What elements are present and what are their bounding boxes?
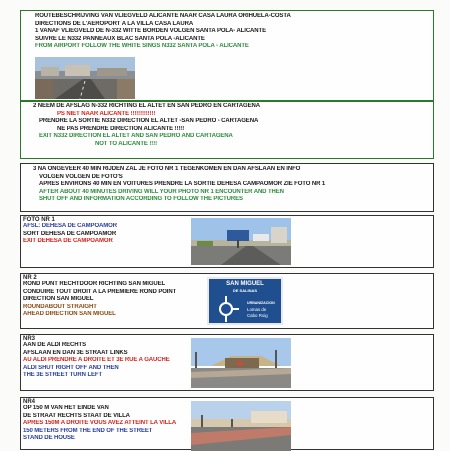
step1-nl: 1 VANAF VLIEGVELD DE N-332 WITTE BORDEN VOLGEN SANTA POLA- ALICANTE xyxy=(35,28,266,35)
foto3-en: ALDI SHUT RIGHT OFF AND THEN xyxy=(23,364,119,371)
step3-en: AFTER ABOUT 40 MINUTES DRIVING WILL YOUR PHOTO NR 1 ENCOUNTER AND THEN xyxy=(39,188,284,195)
foto4-en: 150 METERS FROM THE END OF THE STREET xyxy=(23,427,153,434)
foto4-fr: APRES 150M A DROITE VOUS AVEZ ATTEINT LA VILLA xyxy=(23,420,177,427)
sign-dest2: Lomas de xyxy=(247,307,267,312)
step2-nl-warning: PS NIET NAAR ALICANTE !!!!!!!!!!!!! xyxy=(57,110,156,117)
airport-road-photo xyxy=(35,57,135,99)
block-foto-1 xyxy=(20,215,434,268)
top-cropped-line xyxy=(18,0,338,5)
foto1-highway-photo xyxy=(191,218,291,265)
block-foto-4 xyxy=(20,397,434,450)
block-airport-directions xyxy=(20,10,434,101)
step2-en-warning: NOT TO ALICANTE !!!! xyxy=(95,140,157,147)
foto3-en-cont: THE 3E STREET TURN LEFT xyxy=(23,372,103,379)
foto4-nl-cont: DE STRAAT RECHTS STAAT DE VILLA xyxy=(23,412,130,419)
foto1-en: EXIT DEHESA DE CAMPOAMOR xyxy=(23,238,113,245)
block-exit-directions xyxy=(20,101,434,159)
step3-en-cont: SHUT OFF AND INFORMATION ACCORDING TO FOLLOW THE PICTURES xyxy=(39,196,243,203)
block-foto-2 xyxy=(20,273,434,329)
foto4-nl: OP 150 M VAN HET EINDE VAN xyxy=(23,405,109,411)
foto1-label: FOTO NR 1 xyxy=(23,217,55,223)
step3-nl-cont: VOLGEN VOLGEN DE FOTO'S xyxy=(39,173,123,180)
foto4-label: NR4 xyxy=(23,399,36,405)
sign-dest3: Cabo Roig xyxy=(247,313,268,318)
step1-en: FROM AIRPORT FOLLOW THE WHITE SINGS N332 SANTA POLA - ALICANTE xyxy=(35,43,249,50)
step3-nl: 3 NA ONGEVEER 40 MIN RIJDEN ZAL JE FOTO NR 1 TEGENKOMEN EN DAN AFSLAAN EN INFO xyxy=(33,166,301,172)
foto2-fr-dir: DIRECTION SAN MIGUEL xyxy=(23,296,94,303)
foto2-en: ROUNDABOUT STRAIGHT xyxy=(23,303,97,310)
foto2-fr: CONDUIRE TOUT DROIT A LA PREMIERE ROND POINT xyxy=(23,288,177,295)
foto3-nl: AAN DE ALDI RECHTS xyxy=(23,342,86,348)
foto2-en-dir: AHEAD DIRECTION SAN MIGUEL xyxy=(23,311,116,318)
foto3-fr: AU ALDI PRENDRE A DROITE ET 3E RUE A GAUCHE xyxy=(23,357,170,364)
foto2-label: NR 2 xyxy=(23,275,37,281)
san-miguel-road-sign xyxy=(207,277,283,325)
step2-fr: PRENDRE LA SORTIE N332 DIRECTION EL ALTET -SAN PEDRO - CARTAGENA xyxy=(39,118,259,125)
roundabout-icon xyxy=(213,296,239,322)
sign-title: SAN MIGUEL xyxy=(226,281,264,287)
route-title-fr: DIRECTIONS DE L'AEROPORT A LA VILLA CASA LAURA xyxy=(35,20,194,27)
foto3-label: NR3 xyxy=(23,336,36,342)
step3-fr: APRES ENVIRONS 40 MIN EN VOITURES PRENDRE LA SORTIE DEHESA CAMPAOMOR ZIE FOTO NR 1 xyxy=(39,181,326,188)
block-foto-3 xyxy=(20,334,434,391)
foto2-nl: ROND PUNT RECHTDOOR RICHTING SAN MIGUEL xyxy=(23,281,166,287)
sign-subtitle: DE SALINAS xyxy=(232,288,258,293)
sign-dest1: URBANIZACION xyxy=(247,301,275,305)
foto4-street-photo xyxy=(191,401,291,451)
foto4-en-cont: STAND DE HOUSE xyxy=(23,435,75,442)
step2-en: EXIT N332 DIRECTION EL ALTET AND SAN PEDRO AND CARTAGENA xyxy=(39,133,233,140)
route-title: ROUTEBESCHRIJVING VAN VLIEGVELD ALICANTE NAAR CASA LAURA ORIHUELA-COSTA xyxy=(35,13,291,19)
step1-fr: SUIVRE LE N332 PANNEAUX BLAC SANTA POLA -ALICANTE xyxy=(35,35,205,42)
foto3-aldi-photo xyxy=(191,338,291,388)
foto1-fr: SORT DEHESA DE CAMPOAMOR xyxy=(23,230,117,237)
step2-nl: 2 NEEM DE AFSLAG N-332 RICHTING EL ALTET EN SAN PEDRO EN CARTAGENA xyxy=(33,103,260,109)
foto1-nl: AFSL: DEHESA DE CAMPOAMOR xyxy=(23,223,117,229)
block-drive-40min xyxy=(20,163,434,212)
step2-fr-warning: NE PAS PRENDRE DIRECTION ALICANTE !!!!! xyxy=(57,125,185,132)
foto3-nl-cont: AFSLAAN EN DAN 3E STRAAT LINKS xyxy=(23,349,128,356)
